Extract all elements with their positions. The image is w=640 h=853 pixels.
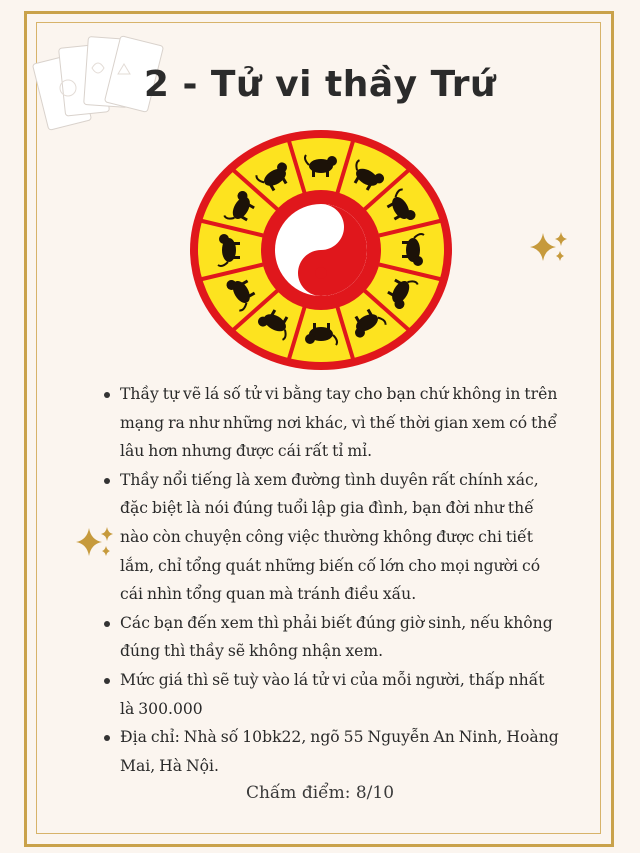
bullet-item: Thầy tự vẽ lá số tử vi bằng tay cho bạn chứ không in trên mạng ra như những nơi khác, vì thế thời gian xem có thể lâu hơn nhưng được cái rất tỉ mỉ.: [100, 380, 562, 466]
bullet-item: Mức giá thì sẽ tuỳ vào lá tử vi của mỗi người, thấp nhất là 300.000: [100, 666, 562, 723]
zodiac-wheel-icon: [188, 128, 454, 372]
page-title: 2 - Tử vi thầy Trứ: [143, 64, 497, 105]
bullet-list: [100, 380, 562, 780]
score-text: Chấm điểm: 8/10: [245, 783, 395, 803]
bullet-item: Các bạn đến xem thì phải biết đúng giờ sinh, nếu không đúng thì thầy sẽ không nhận xem.: [100, 609, 562, 666]
sparkle-icon: [528, 229, 570, 265]
bullet-item: Thầy nổi tiếng là xem đường tình duyên rất chính xác, đặc biệt là nói đúng tuổi lập gia đình, bạn đời như thế nào còn chuyện công việc thường không được chi tiết lắm, chỉ tổng quát những biến cố lớn cho mọi người có cái nhìn tổng quan mà tránh điều xấu.: [100, 466, 562, 609]
description: [100, 380, 562, 780]
bullet-item: Địa chỉ: Nhà số 10bk22, ngõ 55 Nguyễn An Ninh, Hoàng Mai, Hà Nội.: [100, 723, 562, 780]
